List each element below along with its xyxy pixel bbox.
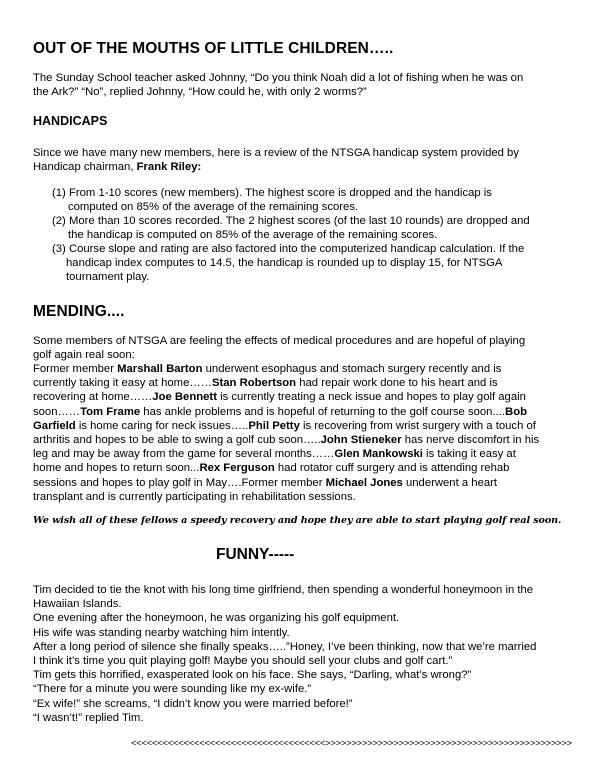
mending-text: underwent esophagus and stomach surgery recently and is xyxy=(202,363,502,375)
member-name: Glen Mankowski xyxy=(334,448,423,461)
handicaps-intro-2 xyxy=(33,160,201,174)
funny-heading: FUNNY----- xyxy=(216,546,295,563)
mending-line xyxy=(33,490,356,504)
mending-text: home and hopes to return soon... xyxy=(33,462,200,475)
funny-line: “There for a minute you were sounding like my ex-wife.” xyxy=(33,683,312,696)
funny-line: Tim gets this horrified, exasperated look on his face. She says, “Darling, what’s wrong?” xyxy=(33,669,472,682)
handicap-rule-3-line1: (3) Course slope and rating are also factored into the computerized handicap calculation. If the xyxy=(52,243,525,255)
mending-text: arthritis and hopes to be able to swing a golf cub soon….. xyxy=(33,434,321,446)
funny-line: After a long period of silence she finally speaks…..”Honey, I’ve been thinking, now that we’re married xyxy=(33,640,537,653)
mending-heading: MENDING.... xyxy=(33,303,125,320)
mending-text: sessions and hopes to play golf in May….Former member xyxy=(33,476,326,489)
children-line-2: the Ark?” “No”, replied Johnny, “How could he, with only 2 worms?” xyxy=(33,86,367,98)
mending-text: has nerve discomfort in his xyxy=(401,434,540,446)
member-name: John Stieneker xyxy=(320,434,402,446)
mending-text: Former member xyxy=(33,363,118,375)
mending-line xyxy=(33,461,509,475)
member-name: Michael Jones xyxy=(325,476,403,489)
mending-text: soon…… xyxy=(33,405,81,418)
mending-line xyxy=(33,362,501,376)
mending-line xyxy=(33,433,539,447)
handicap-rule-3-line3: tournament play. xyxy=(66,271,150,283)
mending-intro-2: golf again real soon: xyxy=(33,349,135,361)
member-name: Marshall Barton xyxy=(117,363,203,375)
mending-text: currently taking it easy at home…… xyxy=(33,377,212,390)
mending-text: is recovering from wrist surgery with a touch of xyxy=(299,419,536,432)
mending-text: had repair work done to his heart and is xyxy=(296,377,498,390)
handicap-rule-1-line1: (1) From 1-10 scores (new members). The highest score is dropped and the handicap is xyxy=(52,187,492,199)
mending-text: recovering at home…… xyxy=(33,391,153,404)
mending-line xyxy=(33,376,498,390)
member-name: Joe Bennett xyxy=(152,391,217,404)
funny-line: I think it’s time you quit playing golf! Maybe you should sell your clubs and golf cart.” xyxy=(33,655,453,667)
recovery-wish: We wish all of these fellows a speedy recovery and hope they are able to start playing golf real soon. xyxy=(33,515,562,526)
handicap-rule-2-line2: the handicap is computed on 85% of the average of the remaining scores. xyxy=(68,229,438,241)
mending-text: is home caring for neck issues….. xyxy=(75,419,249,432)
member-name: Garfield xyxy=(33,419,76,432)
chairman-name: Frank Riley: xyxy=(136,161,202,173)
handicap-rule-2 xyxy=(52,214,530,242)
handicaps-intro-1: Since we have many new members, here is a review of the NTSGA handicap system provided by xyxy=(33,147,519,159)
handicap-rule-1 xyxy=(52,186,492,214)
funny-line: Tim decided to tie the knot with his long time girlfriend, then spending a wonderful honeymoon in the xyxy=(33,584,534,596)
handicap-rule-2-line1: (2) More than 10 scores recorded. The 2 highest scores (of the last 10 rounds) are dropped and xyxy=(52,215,530,227)
funny-line: His wife was standing nearby watching him intently. xyxy=(33,626,290,639)
funny-line: Hawaiian Islands. xyxy=(33,598,122,611)
children-heading: OUT OF THE MOUTHS OF LITTLE CHILDREN….. xyxy=(33,40,394,57)
handicap-rule-3 xyxy=(52,242,524,284)
member-name: Phil Petty xyxy=(248,419,300,432)
mending-line xyxy=(33,447,516,461)
mending-text: is taking it easy at xyxy=(422,448,516,461)
children-line-1: The Sunday School teacher asked Johnny, “Do you think Noah did a lot of fishing when he was on xyxy=(33,72,524,84)
handicaps-intro-prefix: Handicap chairman, xyxy=(33,161,137,173)
mending-line xyxy=(33,476,497,490)
member-name: Bob xyxy=(505,405,527,418)
handicaps-heading: HANDICAPS xyxy=(33,114,108,128)
funny-line: “I wasn’t!” replied Tim. xyxy=(33,711,144,724)
mending-intro-1: Some members of NTSGA are feeling the effects of medical procedures and are hopeful of playing xyxy=(33,335,526,347)
section-divider: <<<<<<<<<<<<<<<<<<<<<<<<<<<<<<<<<<<<<>>>>>>>>>>>>>>>>>>>>>>>>>>>>>>>>>>>>>>>>>>>>>>> xyxy=(131,738,572,749)
mending-text: is currently treating a neck issue and hopes to play golf again xyxy=(216,391,526,404)
member-name: Stan Robertson xyxy=(211,377,297,390)
mending-text: underwent a heart xyxy=(402,476,498,489)
mending-text: leg and may be away from the game for several months…… xyxy=(33,448,335,461)
mending-text: has ankle problems and is hopeful of returning to the golf course soon.... xyxy=(140,405,506,418)
member-name: Rex Ferguson xyxy=(199,462,275,475)
member-name: Tom Frame xyxy=(80,405,141,418)
mending-line xyxy=(33,405,527,419)
mending-text: had rotator cuff surgery and is attending rehab xyxy=(274,462,510,475)
handicap-rule-3-line2: handicap index computes to 14.5, the handicap is rounded up to display 15, for NTSGA xyxy=(66,257,503,269)
funny-line: One evening after the honeymoon, he was organizing his golf equipment. xyxy=(33,612,400,625)
mending-line xyxy=(33,390,526,404)
mending-line xyxy=(33,419,536,433)
handicap-rule-1-line2: computed on 85% of the average of the remaining scores. xyxy=(68,201,359,213)
funny-line: “Ex wife!” she screams, “I didn’t know you were married before!” xyxy=(33,697,353,710)
mending-text: transplant and is currently participating in rehabilitation sessions. xyxy=(33,490,356,503)
